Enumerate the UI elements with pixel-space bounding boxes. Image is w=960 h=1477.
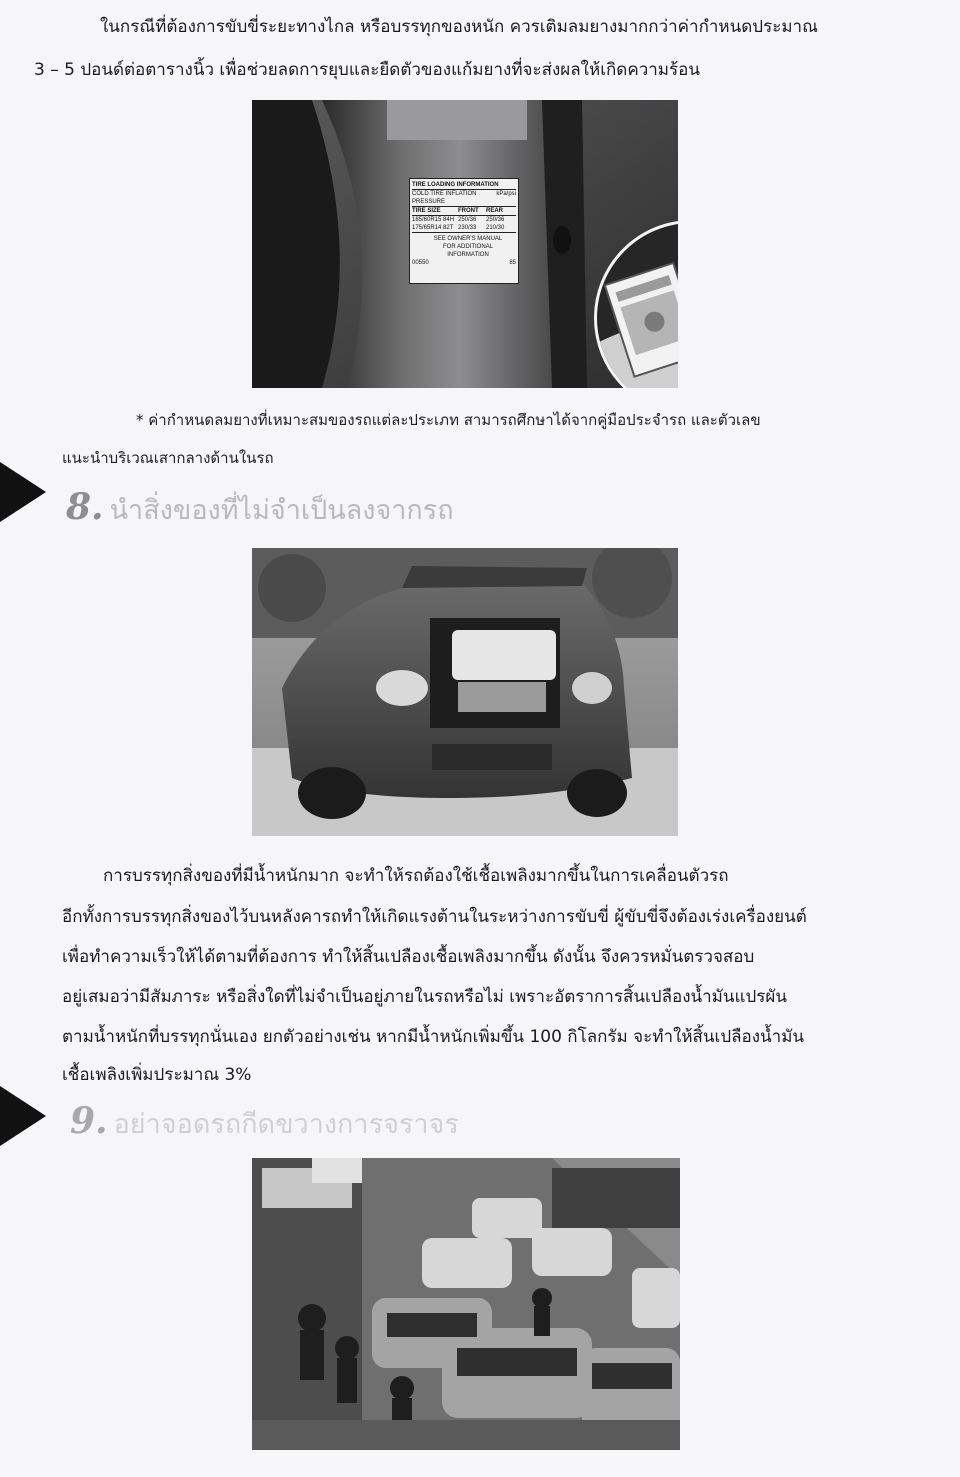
caption-line-1: * ค่ากำหนดลมยางที่เหมาะสมของรถแต่ละประเภท สามารถศึกษาได้จากคู่มือประจำรถ และตัวเลข bbox=[136, 411, 761, 429]
body-line-3: เพื่อทำความเร็วให้ได้ตามที่ต้องการ ทำให้สิ้นเปลืองเชื้อเพลิงมากขึ้น ดังนั้น จึงควรหมั่นตรวจสอบ bbox=[62, 947, 755, 967]
car-trunk-photo bbox=[252, 548, 678, 836]
tire-label-unit: kPa/psi bbox=[496, 191, 516, 197]
section-8-heading bbox=[66, 486, 454, 531]
tire-row-size: 185/60R15 84H bbox=[412, 217, 455, 223]
section-9-heading bbox=[70, 1100, 459, 1145]
tire-label-page: 85 bbox=[509, 260, 516, 266]
tire-label-heading: TIRE LOADING INFORMATION bbox=[412, 181, 516, 190]
body-line-1: การบรรทุกสิ่งของที่มีน้ำหนักมาก จะทำให้รถต้องใช้เชื้อเพลิงมากขึ้นในการเคลื่อนตัวรถ bbox=[103, 866, 729, 886]
tire-label-row bbox=[412, 224, 516, 233]
tire-row-rear: 250/36 bbox=[486, 217, 505, 223]
tire-label-note: SEE OWNER'S MANUAL FOR ADDITIONAL INFORMATION bbox=[433, 236, 503, 258]
traffic-photo bbox=[252, 1158, 680, 1450]
intro-line-2: 3 – 5 ปอนด์ต่อตารางนิ้ว เพื่อช่วยลดการยุบและยืดตัวของแก้มยางที่จะส่งผลให้เกิดความร้อน bbox=[34, 60, 700, 80]
tire-row-front: 230/33 bbox=[458, 225, 477, 231]
tire-label-col-size: TIRE SIZE bbox=[412, 208, 441, 214]
tire-label-header-row bbox=[412, 206, 516, 216]
body-line-2: อีกทั้งการบรรทุกสิ่งของไว้บนหลังคารถทำให้เกิดแรงต้านในระหว่างการขับขี่ ผู้ขับขี่จึงต้องเร่งเครื่องยนต์ bbox=[62, 907, 807, 927]
tire-row-rear: 210/30 bbox=[486, 225, 505, 231]
tire-information-label bbox=[409, 178, 519, 284]
caption-line-2: แนะนำบริเวณเสากลางด้านในรถ bbox=[62, 449, 274, 467]
body-line-4: อยู่เสมอว่ามีสัมภาระ หรือสิ่งใดที่ไม่จำเป็นอยู่ภายในรถหรือไม่ เพราะอัตราการสิ้นเปลืองน้ำมันแปรผัน bbox=[62, 987, 787, 1007]
section-8-arrow-icon bbox=[0, 462, 46, 522]
intro-line-1: ในกรณีที่ต้องการขับขี่ระยะทางไกล หรือบรรทุกของหนัก ควรเติมลมยางมากกว่าค่ากำหนดประมาณ bbox=[100, 17, 818, 37]
section-8-number: 8. bbox=[66, 486, 104, 528]
section-9-number: 9. bbox=[70, 1100, 108, 1142]
tire-label-row bbox=[412, 216, 516, 224]
tire-row-front: 250/36 bbox=[458, 217, 477, 223]
tire-label-col-rear: REAR bbox=[486, 208, 504, 214]
tire-label-sub: COLD TIRE INFLATION PRESSURE bbox=[412, 191, 477, 205]
tire-label-footer bbox=[412, 259, 516, 267]
body-line-6: เชื้อเพลิงเพิ่มประมาณ 3% bbox=[62, 1065, 252, 1085]
section-8-title: นำสิ่งของที่ไม่จำเป็นลงจากรถ bbox=[109, 495, 454, 526]
section-9-title: อย่าจอดรถกีดขวางการจราจร bbox=[113, 1109, 459, 1140]
traffic-graphic bbox=[252, 1158, 680, 1450]
tire-row-size: 175/65R14 82T bbox=[412, 225, 454, 231]
tire-label-photo bbox=[252, 100, 678, 388]
body-line-5: ตามน้ำหนักที่บรรทุกนั่นเอง ยกตัวอย่างเช่น หากมีน้ำหนักเพิ่มขึ้น 100 กิโลกรัม จะทำให้สิ้นเปลืองน้ำมัน bbox=[62, 1027, 805, 1047]
tire-label-sub-row bbox=[412, 190, 516, 206]
tire-label-col-front: FRONT bbox=[458, 208, 479, 214]
section-9-arrow-icon bbox=[0, 1086, 46, 1146]
car-trunk-graphic bbox=[252, 548, 678, 836]
tire-label-code: 00550 bbox=[412, 260, 429, 266]
